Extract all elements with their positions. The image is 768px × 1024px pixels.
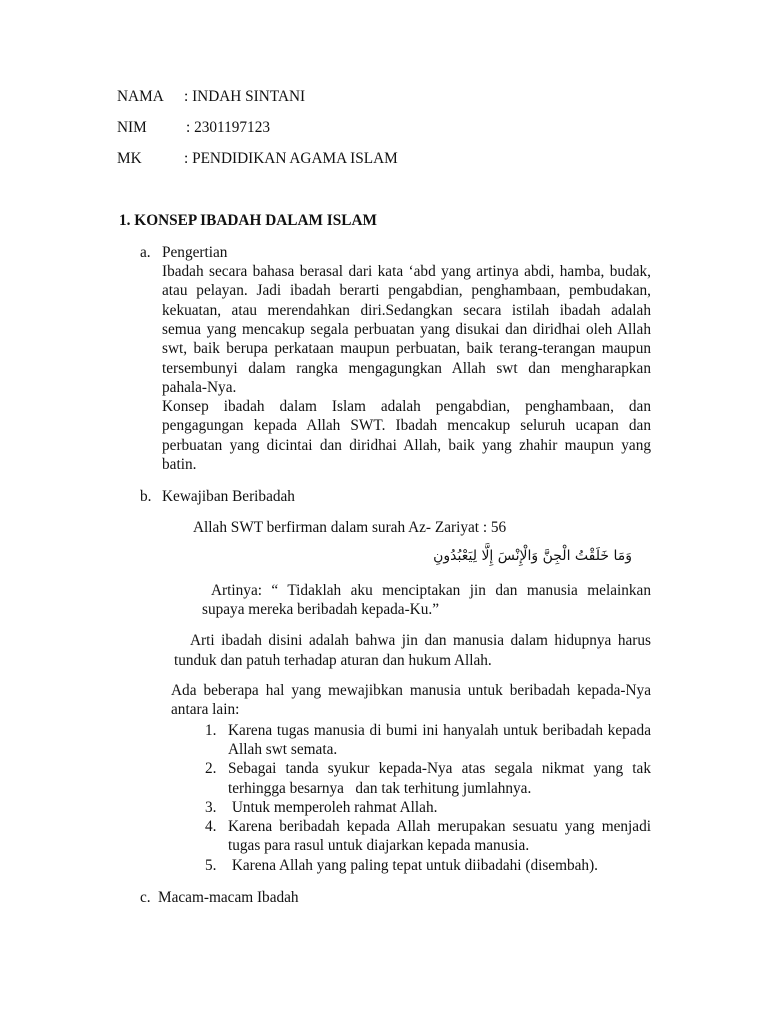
name-value: : INDAH SINTANI [184, 88, 306, 105]
list-item-text-line: Untuk memperoleh rahmat Allah. [228, 798, 438, 816]
paragraph-line: tersembunyi dalam rangka mengagungkan Allah swt dan mengharapkan [162, 359, 651, 377]
part-a-heading: Pengertian [162, 244, 228, 261]
nim-value: : 2301197123 [186, 119, 270, 136]
list-item-text-line: terhingga besarnya dan tak terhitung jumlahnya. [228, 779, 532, 797]
arabic-verse: وَمَا خَلَقْتُ الْجِنَّ وَالْإِنْسَ إِلَّا لِيَعْبُدُونِ [433, 548, 632, 564]
paragraph-line: perbuatan yang dicintai dan diridhai Allah, baik yang zhahir maupun yang [162, 436, 651, 454]
list-item-number: 4. [205, 818, 217, 836]
reasons-intro-line: Ada beberapa hal yang mewajibkan manusia untuk beribadah kepada-Nya [171, 682, 651, 699]
part-c-heading: Macam-macam Ibadah [158, 889, 299, 906]
part-b-heading: Kewajiban Beribadah [162, 488, 295, 505]
paragraph-line: semua yang mencakup segala perbuatan yang disukai dan diridhai oleh Allah [162, 320, 651, 338]
list-item-text-line: Karena tugas manusia di bumi ini hanyalah untuk beribadah kepada [228, 721, 651, 739]
translation-line: Artinya: “ Tidaklah aku menciptakan jin dan manusia melainkan [211, 582, 651, 599]
list-item-text-line: Sebagai tanda syukur kepada-Nya atas segala nikmat yang tak [228, 760, 651, 778]
list-item-text-line: Karena beribadah kepada Allah merupakan sesuatu yang menjadi [228, 818, 651, 836]
part-a-marker: a. [140, 244, 151, 261]
reasons-intro-line: antara lain: [171, 701, 240, 719]
nim-label: NIM [117, 119, 147, 136]
part-b-marker: b. [140, 488, 152, 505]
course-value: : PENDIDIKAN AGAMA ISLAM [184, 150, 398, 167]
paragraph-line: pahala-Nya. [162, 378, 237, 396]
paragraph-line: swt, baik berupa perkataan maupun perbuatan, baik terang-terangan maupun [162, 340, 651, 358]
course-label: MK [117, 150, 142, 167]
list-item-text-line: Allah swt semata. [228, 740, 338, 758]
list-item-text-line: tugas para rasul untuk diajarkan kepada manusia. [228, 837, 530, 855]
paragraph-line: kekuatan, atau merendahkan diri.Sedangkan secara istilah ibadah adalah [162, 301, 651, 319]
name-label: NAMA [117, 88, 164, 105]
translation-line: supaya mereka beribadah kepada-Ku.” [202, 601, 439, 619]
list-item-text-line: Karena Allah yang paling tepat untuk diibadahi (disembah). [228, 856, 598, 874]
section-title: 1. KONSEP IBADAH DALAM ISLAM [119, 212, 377, 229]
list-item-number: 3. [205, 798, 217, 816]
verse-intro: Allah SWT berfirman dalam surah Az- Zariyat : 56 [193, 519, 507, 536]
list-item-number: 5. [205, 856, 217, 874]
list-item-number: 1. [205, 721, 217, 739]
paragraph-line: pengagungan kepada Allah SWT. Ibadah mencakup seluruh ucapan dan [162, 417, 651, 435]
paragraph-line: batin. [162, 456, 197, 473]
meaning-line: tunduk dan patuh terhadap aturan dan hukum Allah. [174, 652, 492, 669]
paragraph-line: Ibadah secara bahasa berasal dari kata ‘abd yang artinya abdi, hamba, budak, [162, 263, 651, 280]
list-item-number: 2. [205, 760, 217, 778]
part-c-marker: c. [140, 889, 151, 906]
paragraph-line: Konsep ibadah dalam Islam adalah pengabdian, penghambaan, dan [162, 398, 651, 416]
meaning-line: Arti ibadah disini adalah bahwa jin dan manusia dalam hidupnya harus [190, 632, 651, 649]
paragraph-line: atau pelayan. Jadi ibadah berarti pengabdian, penghambaan, pembudakan, [162, 282, 651, 300]
